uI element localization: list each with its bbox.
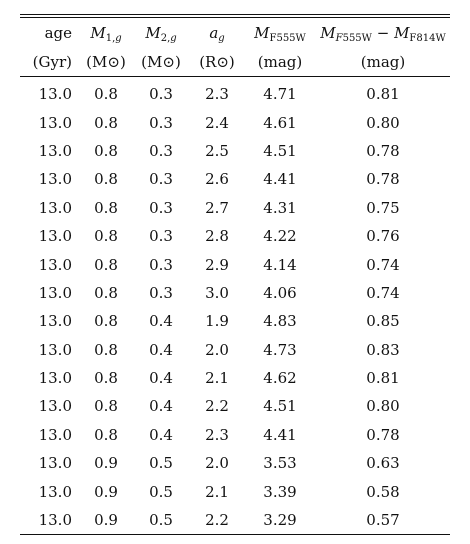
header-row-units — [20, 48, 450, 76]
header-color-index: $M_{F555W} - M_{F814W}$ — [320, 24, 446, 44]
cell-age: 13.0 — [38, 255, 72, 274]
cell-age: 13.0 — [38, 511, 72, 530]
table-row — [20, 108, 450, 136]
header-m1g: $M_{1,g}$ — [90, 24, 122, 44]
cell-m2g: 0.4 — [149, 425, 173, 444]
cell-ag: 2.3 — [205, 85, 229, 104]
cell-mf555w: 4.14 — [263, 255, 297, 274]
cell-m2g: 0.3 — [149, 198, 173, 217]
cell-ag: 3.0 — [205, 283, 229, 302]
data-table — [20, 18, 450, 76]
cell-color-index: 0.85 — [366, 312, 400, 331]
header-mf555w: $M_{F555W}$ — [254, 24, 306, 44]
cell-m1g: 0.8 — [94, 369, 118, 388]
cell-ag: 2.1 — [205, 482, 229, 501]
cell-age: 13.0 — [38, 425, 72, 444]
table-header — [20, 18, 450, 76]
header-row-names — [20, 18, 450, 48]
cell-color-index: 0.78 — [366, 425, 400, 444]
cell-color-index: 0.75 — [366, 198, 400, 217]
table-row — [20, 194, 450, 222]
cell-age: 13.0 — [38, 312, 72, 331]
cell-mf555w: 4.61 — [263, 113, 297, 132]
cell-m1g: 0.8 — [94, 113, 118, 132]
cell-m1g: 0.8 — [94, 425, 118, 444]
table-row — [20, 222, 450, 250]
cell-m2g: 0.4 — [149, 312, 173, 331]
cell-mf555w: 4.71 — [263, 85, 297, 104]
cell-ag: 2.0 — [205, 454, 229, 473]
cell-ag: 2.8 — [205, 227, 229, 246]
cell-m1g: 0.8 — [94, 170, 118, 189]
cell-ag: 2.2 — [205, 397, 229, 416]
cell-m1g: 0.8 — [94, 227, 118, 246]
cell-m2g: 0.3 — [149, 141, 173, 160]
cell-age: 13.0 — [38, 198, 72, 217]
cell-m2g: 0.4 — [149, 369, 173, 388]
cell-age: 13.0 — [38, 340, 72, 359]
cell-m2g: 0.5 — [149, 482, 173, 501]
cell-age: 13.0 — [38, 227, 72, 246]
unit-mf555w: (mag) — [257, 53, 303, 71]
table-row — [20, 421, 450, 449]
table-row — [20, 77, 450, 108]
cell-m2g: 0.3 — [149, 85, 173, 104]
cell-color-index: 0.74 — [366, 255, 400, 274]
cell-mf555w: 4.22 — [263, 227, 297, 246]
table-body — [20, 77, 450, 534]
cell-age: 13.0 — [38, 369, 72, 388]
cell-mf555w: 4.51 — [263, 397, 297, 416]
table-row — [20, 250, 450, 278]
table-row — [20, 279, 450, 307]
cell-m1g: 0.8 — [94, 255, 118, 274]
cell-m1g: 0.8 — [94, 198, 118, 217]
cell-m2g: 0.3 — [149, 113, 173, 132]
table-row — [20, 506, 450, 534]
cell-age: 13.0 — [38, 141, 72, 160]
cell-ag: 2.0 — [205, 340, 229, 359]
cell-age: 13.0 — [38, 85, 72, 104]
cell-ag: 2.3 — [205, 425, 229, 444]
cell-m2g: 0.3 — [149, 283, 173, 302]
cell-m2g: 0.4 — [149, 397, 173, 416]
cell-ag: 1.9 — [205, 312, 229, 331]
cell-age: 13.0 — [38, 482, 72, 501]
cell-age: 13.0 — [38, 170, 72, 189]
cell-m2g: 0.5 — [149, 511, 173, 530]
cell-mf555w: 4.51 — [263, 141, 297, 160]
cell-mf555w: 4.83 — [263, 312, 297, 331]
cell-color-index: 0.83 — [366, 340, 400, 359]
cell-color-index: 0.57 — [366, 511, 400, 530]
cell-mf555w: 3.39 — [263, 482, 297, 501]
cell-color-index: 0.74 — [366, 283, 400, 302]
cell-color-index: 0.81 — [366, 85, 400, 104]
unit-ag: (R⊙) — [199, 53, 235, 71]
cell-m1g: 0.8 — [94, 340, 118, 359]
cell-mf555w: 4.06 — [263, 283, 297, 302]
cell-m1g: 0.9 — [94, 511, 118, 530]
cell-ag: 2.1 — [205, 369, 229, 388]
cell-color-index: 0.58 — [366, 482, 400, 501]
cell-mf555w: 3.53 — [263, 454, 297, 473]
cell-m1g: 0.8 — [94, 397, 118, 416]
cell-age: 13.0 — [38, 283, 72, 302]
bottom-rule — [20, 534, 450, 535]
table-row — [20, 165, 450, 193]
cell-color-index: 0.76 — [366, 227, 400, 246]
cell-m2g: 0.3 — [149, 255, 173, 274]
table-row — [20, 392, 450, 420]
cell-ag: 2.5 — [205, 141, 229, 160]
unit-m2g: (M⊙) — [141, 53, 181, 71]
cell-ag: 2.7 — [205, 198, 229, 217]
cell-color-index: 0.80 — [366, 113, 400, 132]
cell-ag: 2.4 — [205, 113, 229, 132]
table-row — [20, 364, 450, 392]
cell-age: 13.0 — [38, 454, 72, 473]
cell-ag: 2.6 — [205, 170, 229, 189]
table-row — [20, 477, 450, 505]
cell-m2g: 0.3 — [149, 227, 173, 246]
cell-mf555w: 4.41 — [263, 425, 297, 444]
cell-m1g: 0.9 — [94, 482, 118, 501]
cell-ag: 2.9 — [205, 255, 229, 274]
table-row — [20, 137, 450, 165]
cell-mf555w: 4.62 — [263, 369, 297, 388]
header-age: age — [44, 24, 72, 42]
cell-m1g: 0.8 — [94, 312, 118, 331]
data-table-body — [20, 77, 450, 534]
cell-m1g: 0.8 — [94, 141, 118, 160]
cell-color-index: 0.63 — [366, 454, 400, 473]
unit-age: (Gyr) — [32, 53, 72, 71]
table-row — [20, 336, 450, 364]
cell-m2g: 0.4 — [149, 340, 173, 359]
cell-m2g: 0.5 — [149, 454, 173, 473]
cell-m1g: 0.9 — [94, 454, 118, 473]
data-table-container — [20, 14, 450, 535]
table-row — [20, 449, 450, 477]
cell-mf555w: 4.31 — [263, 198, 297, 217]
table-row — [20, 307, 450, 335]
cell-color-index: 0.80 — [366, 397, 400, 416]
cell-mf555w: 4.73 — [263, 340, 297, 359]
header-ag: $a_g$ — [209, 24, 225, 44]
cell-m1g: 0.8 — [94, 283, 118, 302]
cell-m1g: 0.8 — [94, 85, 118, 104]
cell-color-index: 0.81 — [366, 369, 400, 388]
header-m2g: $M_{2,g}$ — [145, 24, 177, 44]
unit-m1g: (M⊙) — [86, 53, 126, 71]
cell-color-index: 0.78 — [366, 170, 400, 189]
cell-ag: 2.2 — [205, 511, 229, 530]
cell-mf555w: 4.41 — [263, 170, 297, 189]
cell-m2g: 0.3 — [149, 170, 173, 189]
unit-color-index: (mag) — [360, 53, 406, 71]
cell-age: 13.0 — [38, 397, 72, 416]
cell-age: 13.0 — [38, 113, 72, 132]
cell-mf555w: 3.29 — [263, 511, 297, 530]
cell-color-index: 0.78 — [366, 141, 400, 160]
